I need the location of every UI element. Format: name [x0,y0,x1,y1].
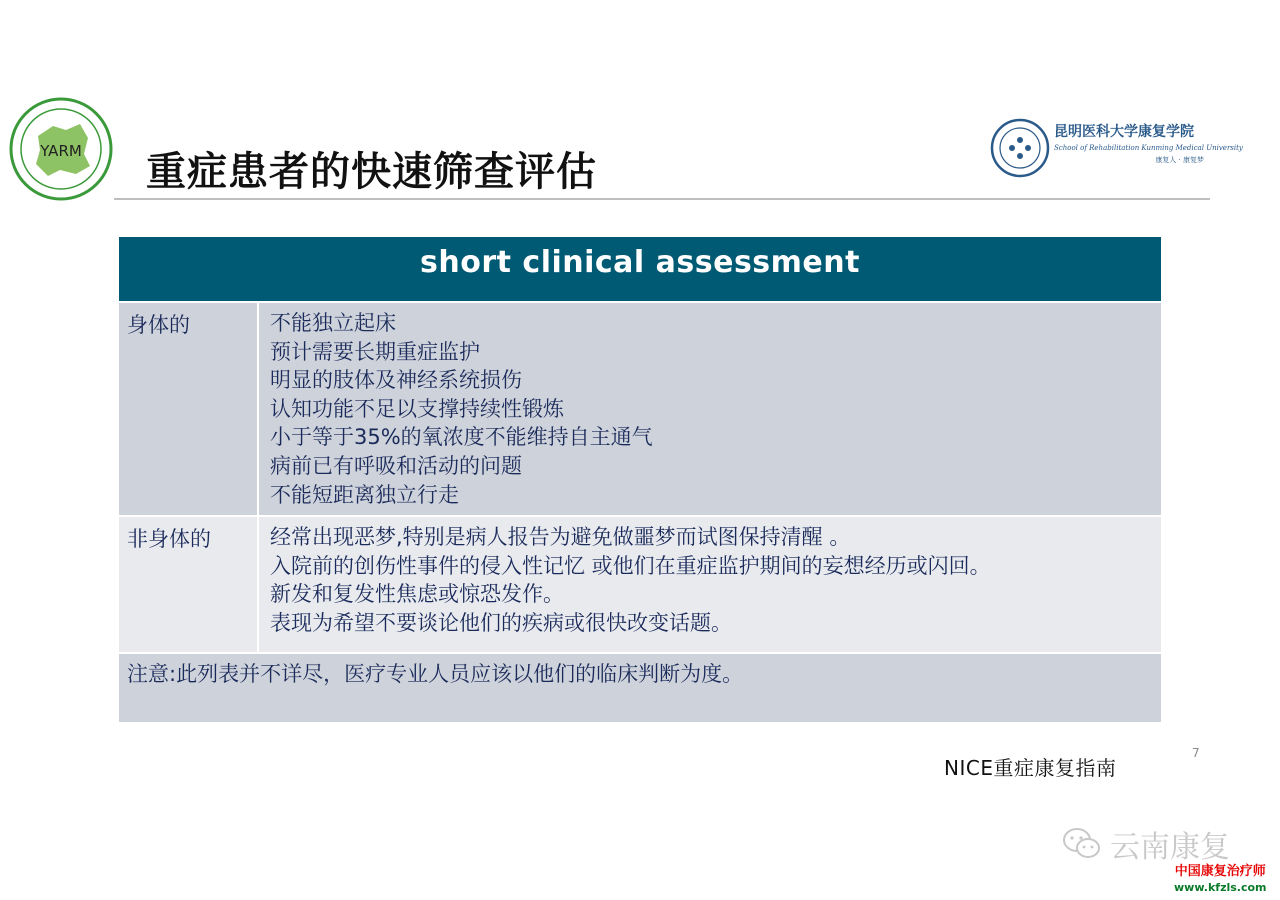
list-item: 明显的肢体及神经系统损伤 [270,368,522,393]
site-watermark-title: 中国康复治疗师 [1174,864,1266,879]
list-item: 入院前的创伤性事件的侵入性记忆 或他们在重症监护期间的妄想经历或闪回。 [270,553,991,578]
watermark [1062,822,1230,866]
source-citation: NICE重症康复指南 [944,756,1117,780]
list-item: 小于等于35%的氧浓度不能维持自主通气 [270,425,653,450]
list-item: 预计需要长期重症监护 [270,339,480,364]
row-content [259,303,1161,515]
list-item: 不能短距离独立行走 [270,482,459,507]
assessment-table [119,237,1161,722]
table-row-non-physical [119,517,1161,654]
yarm-logo [8,96,114,202]
list-item: 认知功能不足以支撑持续性锻炼 [270,396,564,421]
list-item: 不能独立起床 [270,311,396,335]
university-logo [990,118,1050,178]
table-heading: short clinical assessment [119,237,1161,303]
list-item: 表现为希望不要谈论他们的疾病或很快改变话题。 [270,610,732,635]
university-name: 昆明医科大学康复学院 [1054,124,1194,140]
yarm-logo-text: YARM [40,142,82,160]
university-brand [1054,122,1243,166]
table-row-physical [119,303,1161,517]
site-watermark [1174,864,1267,896]
list-item: 经常出现恶梦,特别是病人报告为避免做噩梦而试图保持清醒 。 [270,525,851,549]
row-label: 非身体的 [119,517,259,652]
page-title: 重症患者的快速筛查评估 [146,149,597,195]
title-divider [114,198,1210,200]
row-label: 身体的 [119,303,259,515]
site-watermark-url: www.kfzls.com [1174,881,1267,894]
watermark-text: 云南康复 [1110,830,1230,865]
university-english-name: School of Rehabilitation Kunming Medical University [1054,144,1243,152]
row-content [259,517,1161,652]
list-item: 病前已有呼吸和活动的问题 [270,453,522,478]
table-note: 注意:此列表并不详尽，医疗专业人员应该以他们的临床判断为度。 [119,654,1161,722]
university-motto: 康复人 · 康复梦 [1155,156,1204,164]
wechat-icon [1062,827,1102,861]
list-item: 新发和复发性焦虑或惊恐发作。 [270,582,564,607]
page-number: 7 [1192,746,1200,760]
